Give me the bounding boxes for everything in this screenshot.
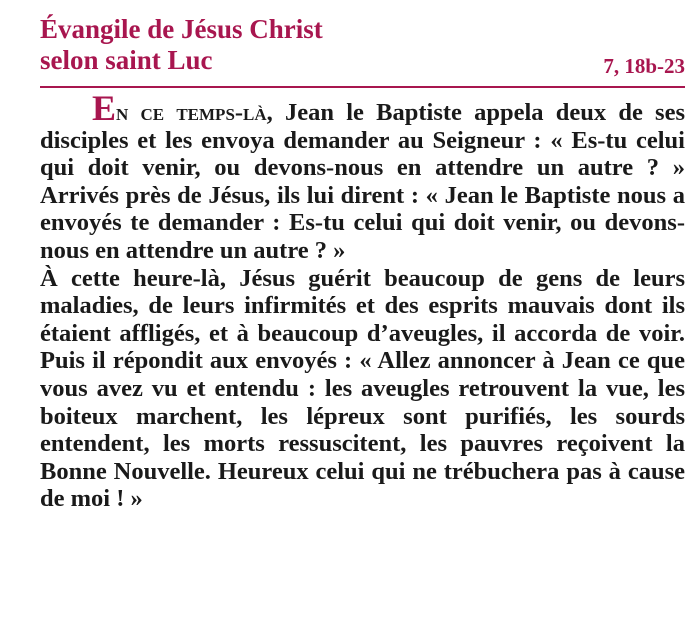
header-divider [40, 86, 685, 88]
drop-cap: E [92, 88, 117, 128]
reading-text [40, 90, 685, 513]
scripture-reference: 7, 18b-23 [603, 54, 685, 78]
title-line-1: Évangile de Jésus Christ [40, 14, 323, 44]
title-line-2: selon saint Luc [40, 45, 213, 75]
paragraph-2: À cette heure-là, Jésus guérit beaucoup de gens de leurs maladies, de leurs infirmités et des esprits mauvais dont ils étaient affligés, et à beaucoup d’aveugles, il accorda de voir. Puis il répondit aux envoyés : « Allez annoncer à Jean ce que vous avez vu et entendu : les aveugles retrouvent la vue, les boiteux marchent, les lépreux sont purifiés, les sourds entendent, les morts ressuscitent, les pauvres reçoivent la Bonne Nouvelle. Heureux celui qui ne trébuchera pas à cause de moi ! » [40, 264, 685, 513]
opening-words: n ce temps-là, [116, 99, 273, 126]
paragraph-1 [40, 90, 685, 265]
paragraph-1-text: Jean le Baptiste appela deux de ses disciples et les envoya demander au Seigneur : « Es-tu celui qui doit venir, ou devons-nous en attendre un autre ? » Arrivés près de Jésus, ils lui dirent : « Jean le Baptiste nous a envoyés te demander : Es-tu celui qui doit venir, ou devons-nous en attendre un autre ? » [40, 99, 686, 264]
reading-header [40, 14, 685, 84]
gospel-reading [40, 14, 685, 513]
gospel-title [40, 14, 685, 76]
